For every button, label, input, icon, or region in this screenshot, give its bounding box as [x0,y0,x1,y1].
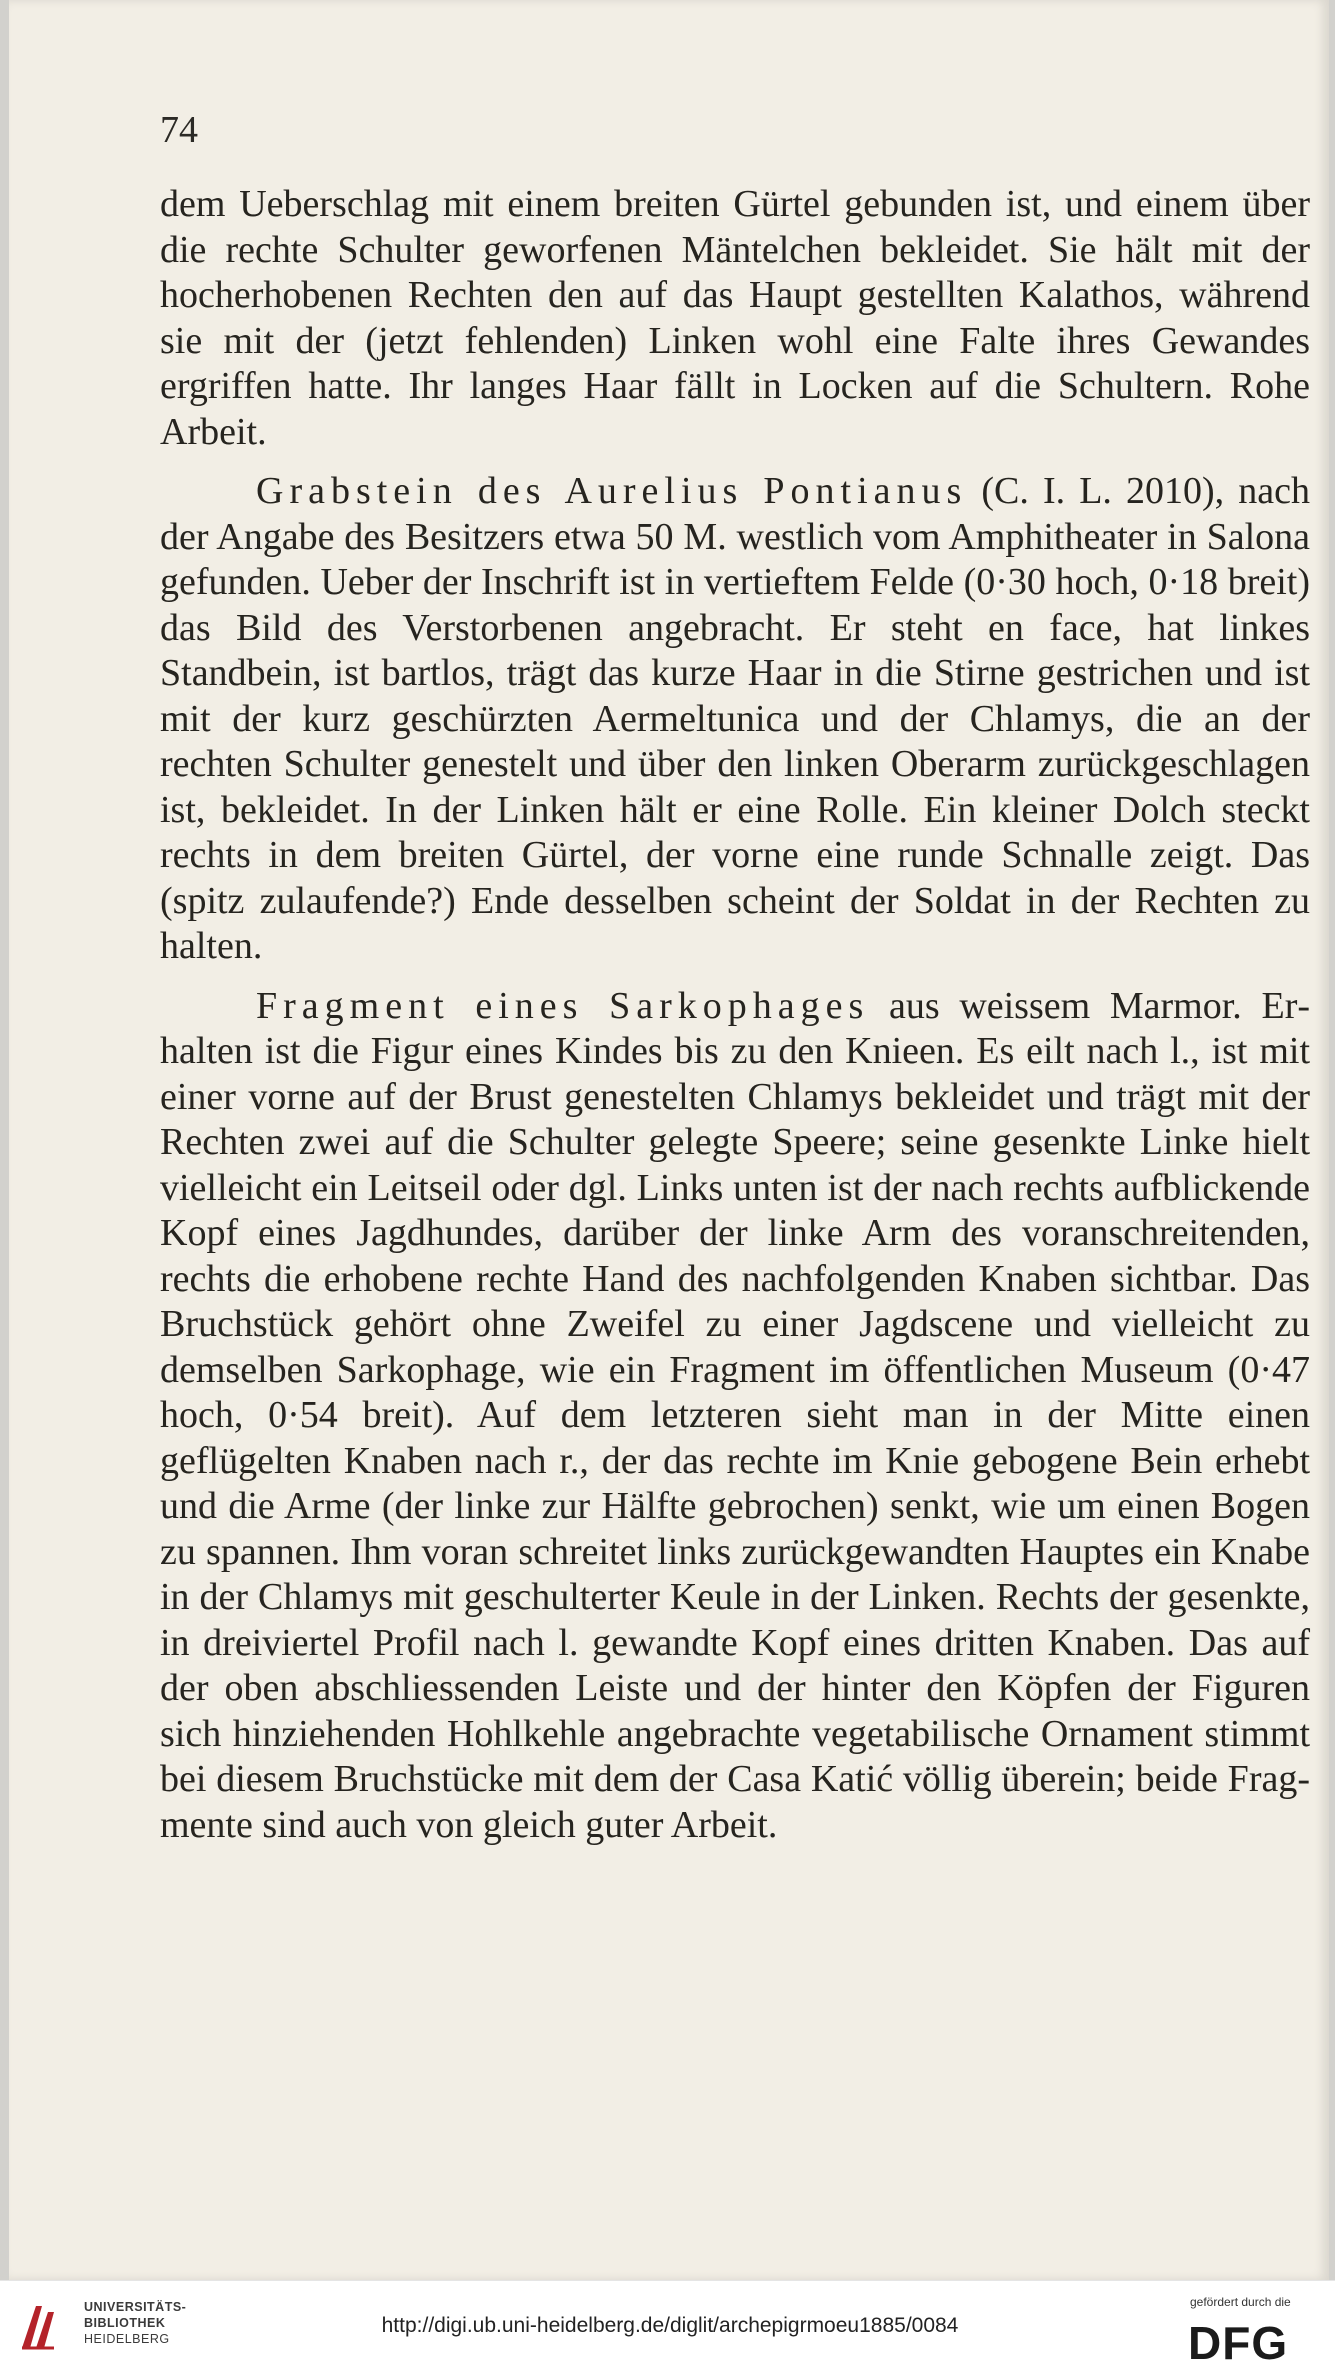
paragraph-text: (C. I. L. 2010), nach der Angabe des Besitzers etwa 50 M. westlich vom Amphitheater in Salona gefunden. Ueber der Inschrift ist in vertieftem Felde (0·30 hoch, 0·18 breit) das Bild des Verstorbenen angebracht. Er steht en face, hat linkes Standbein, ist bartlos, trägt das kurze Haar in die Stirne gestrichen und ist mit der kurz geschürzten Aermeltunica und der Chlamys, die an der rechten Schulter genestelt und über den linken Oberarm zurückgeschlagen ist, bekleidet. In der Linken hält er eine Rolle. Ein kleiner Dolch steckt rechts in dem breiten Gürtel, der vorne eine runde Schnalle zeigt. Das (spitz zulaufende?) Ende desselben scheint der Soldat in der Rechten zu halten. [160,470,1310,967]
page-number: 74 [160,109,198,151]
university-name-line: BIBLIOTHEK [84,2316,166,2330]
university-name-line: HEIDELBERG [84,2332,170,2346]
funding-caption: gefördert durch die [1190,2295,1291,2309]
entry-heading: Fragment eines Sarkophages [256,984,870,1027]
permalink-url[interactable]: http://digi.ub.uni-heidelberg.de/diglit/archepigrmoeu1885/0084 [381,2314,959,2337]
paragraph-grabstein [160,469,1310,970]
university-name [84,2299,186,2347]
body-text [160,182,1310,1848]
entry-heading: Grabstein des Aurelius Pontianus [256,470,968,512]
paragraph-text: aus weissem Marmor. Erhalten ist die Figur eines Kindes bis zu den Knieen. Es eilt nach l., ist mit einer vorne auf der Brust genestelten Chlamys bekleidet und trägt mit der Rechten zwei auf die Schulter gelegte Speere; seine gesenkte Linke hielt vielleicht ein Leitseil oder dgl. Links unten ist der nach rechts aufblickende Kopf eines Jagdhundes, darüber der linke Arm des voranschreitenden, rechts die erhobene rechte Hand des nachfolgenden Knaben sichtbar. Das Bruchstück gehört ohne Zweifel zu einer Jagdscene und vielleicht zu demselben Sarkophage, wie ein Fragment im öffentlichen Museum (0·47 hoch, 0·54 breit). Auf dem letzteren sieht man in der Mitte einen geflügelten Knaben nach r., der das rechte im Knie gebogene Bein erhebt und die Arme (der linke zur Hälfte gebrochen) senkt, wie um einen Bogen zu spannen. Ihm voran schreitet links zurückgewandten Hauptes ein Knabe in der Chlamys mit geschulterter Keule in der Linken. Rechts der gesenkte, in dreiviertel Profil nach l. gewandte Kopf eines dritten Knaben. Das auf der oben abschliessenden Leiste und der hinter den Köpfen der Figuren sich hinziehenden Hohlkehle angebrachte vegetabilische Ornament stimmt bei diesem Bruchstücke mit dem der Casa Katić völlig überein; beide Fragmente sind auch von gleich guter Arbeit. [160,984,1311,1846]
paragraph-sarkophag [160,984,1310,1849]
university-name-line: UNIVERSITÄTS- [84,2300,187,2314]
dfg-logo: DFG [1188,2317,1289,2369]
paragraph-text: dem Ueberschlag mit einem breiten Gürtel gebunden ist, und einem über die rechte Schulter geworfenen Mäntelchen bekleidet. Sie hält mit der hocherhobenen Rechten den auf das Haupt gestellten Kalathos, während sie mit der (jetzt fehlenden) Linken wohl eine Falte ihres Gewandes ergriffen hatte. Ihr langes Haar fällt in Locken auf die Schultern. Rohe Arbeit. [160,183,1310,453]
university-logo-icon [14,2296,74,2356]
paragraph-continuation [160,182,1310,455]
